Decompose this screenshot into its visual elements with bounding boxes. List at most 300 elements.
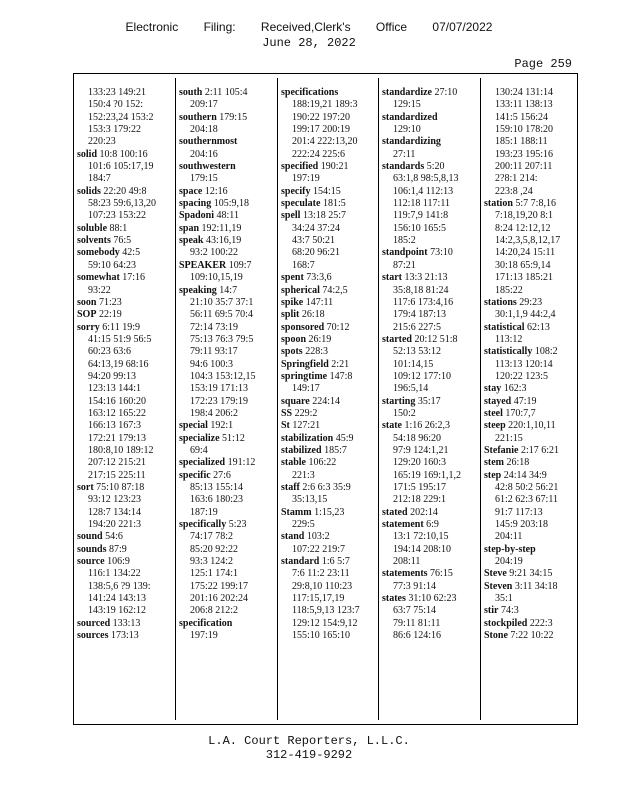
index-entry-continuation	[484, 186, 576, 198]
index-page-refs: 208:11	[393, 556, 421, 568]
index-entry-continuation	[281, 235, 377, 247]
index-page-refs: 220:1,10,11	[508, 420, 556, 432]
index-entry-continuation	[77, 173, 173, 185]
index-entry-continuation	[179, 556, 275, 568]
index-page-refs: 108:2	[534, 346, 558, 358]
index-entry	[281, 359, 377, 371]
index-page-refs: 6:9	[426, 519, 439, 531]
index-entry-continuation	[382, 210, 478, 222]
index-page-refs: 113:12	[495, 333, 523, 345]
index-entry-continuation	[484, 87, 576, 99]
index-term: sourced	[77, 617, 111, 629]
index-term: specific	[179, 469, 211, 481]
index-entry-continuation	[484, 309, 576, 321]
index-entry-continuation	[77, 161, 173, 173]
index-entry-continuation	[179, 593, 275, 605]
index-term: south	[179, 87, 203, 98]
index-term: standardizing	[382, 136, 441, 148]
index-entry	[77, 556, 173, 568]
index-entry-continuation	[77, 210, 173, 222]
index-page-refs: 143:19 162:12	[88, 605, 147, 617]
index-entry	[77, 309, 173, 321]
index-page-refs: 5:23	[228, 519, 247, 531]
index-page-refs: 58:23 59:6,13,20	[88, 198, 157, 210]
index-page-refs: 35:1	[495, 593, 513, 605]
index-page-refs: 5:20	[426, 161, 445, 173]
index-term: spots	[281, 346, 303, 358]
index-page-refs: 29:8,10 110:23	[292, 580, 353, 592]
index-term: sort	[77, 482, 94, 493]
index-page-refs: 204:16	[190, 148, 218, 160]
index-entry	[484, 445, 576, 457]
index-term: stayed	[484, 395, 512, 407]
index-page-refs: 201:4 222:13,20	[292, 136, 358, 148]
index-entry-continuation	[77, 581, 173, 593]
index-page-refs: 34:24 37:24	[292, 222, 341, 234]
index-entry-continuation	[484, 359, 576, 371]
index-entry-continuation	[484, 124, 576, 136]
index-page-refs: 12:16	[204, 185, 228, 197]
index-entry	[382, 161, 478, 173]
index-entry	[179, 186, 275, 198]
index-page-refs: 63:1,8 98:5,8,13	[393, 173, 459, 185]
index-page-refs: 61:2 62:3 67:11	[495, 494, 558, 506]
index-entry-continuation	[179, 383, 275, 395]
index-page-refs: 190:21	[320, 161, 349, 173]
index-page-refs: 117:6 173:4,16	[393, 296, 454, 308]
index-entry	[281, 334, 377, 346]
index-page-refs: 168:7	[292, 259, 315, 271]
index-page-refs: 107:22 219:7	[292, 543, 346, 555]
index-page-refs: 123:13 144:1	[88, 383, 142, 395]
index-page-refs: 103:2	[306, 531, 330, 543]
index-page-refs: 166:13 167:3	[88, 420, 142, 432]
index-page-refs: 202:14	[410, 506, 438, 518]
index-entry-continuation	[77, 507, 173, 519]
index-page-refs: 198:4 206:2	[190, 407, 239, 419]
index-page-refs: 54:18 96:20	[393, 432, 442, 444]
index-page-refs: 173:13	[110, 630, 139, 642]
filing-stamp-word: Filing:	[203, 20, 236, 34]
index-entry-continuation	[382, 581, 478, 593]
index-page-refs: 163:12 165:22	[88, 407, 147, 419]
index-entry-continuation	[77, 605, 173, 617]
index-page-refs: 215:6 227:5	[393, 321, 442, 333]
index-term: start	[382, 272, 402, 284]
index-entry	[382, 334, 478, 346]
index-term: spacing	[179, 198, 212, 210]
index-term: spike	[281, 296, 304, 308]
index-page-refs: 31:10 62:23	[408, 593, 457, 605]
index-entry	[281, 420, 377, 432]
index-entry-continuation	[484, 149, 576, 161]
index-page-refs: 185:2	[393, 235, 416, 247]
index-entry	[179, 210, 275, 222]
index-entry-continuation	[382, 556, 478, 568]
index-page-refs: 185:22	[495, 284, 523, 296]
index-page-refs: 106:9	[107, 556, 130, 568]
index-page-refs: 171:5 195:17	[393, 482, 447, 493]
index-entry-continuation	[77, 99, 173, 111]
index-entry-continuation	[281, 470, 377, 482]
index-page-refs: 185:7	[324, 444, 347, 456]
index-page-refs: 73:10	[430, 247, 453, 259]
index-entry-continuation	[382, 457, 478, 469]
index-page-refs: 2?8:1 214:	[495, 173, 538, 185]
index-column-3	[281, 87, 377, 718]
index-page-refs: 229:2	[294, 407, 318, 419]
index-entry-continuation	[382, 618, 478, 630]
index-entry	[77, 235, 173, 247]
index-entry	[179, 260, 275, 272]
index-entry-continuation	[281, 124, 377, 136]
index-page-refs: 199:17 200:19	[292, 124, 351, 136]
index-term: step	[484, 469, 502, 481]
index-term: specify	[281, 185, 311, 197]
index-page-refs: 14:2,3,5,8,12,17	[495, 235, 561, 247]
index-page-refs: 196:5,14	[393, 383, 429, 395]
index-entry-continuation	[382, 544, 478, 556]
index-page-refs: 35:13,15	[292, 494, 328, 506]
column-divider	[480, 78, 481, 720]
index-page-refs: 63:7 75:14	[393, 605, 437, 617]
index-page-refs: 224:14	[312, 395, 340, 407]
index-entry-continuation	[179, 408, 275, 420]
index-page-refs: 14:20,24 15:11	[495, 247, 556, 259]
index-page-refs: 17:16	[122, 272, 146, 284]
index-entry-continuation	[484, 285, 576, 297]
index-entry	[281, 198, 377, 210]
index-term: source	[77, 556, 105, 568]
index-entry	[77, 482, 173, 494]
index-entry-continuation	[281, 223, 377, 235]
index-entry	[382, 519, 478, 531]
reporter-phone: 312-419-9292	[265, 748, 353, 762]
filing-stamp-word: Electronic	[125, 20, 179, 34]
index-entry	[281, 408, 377, 420]
index-entry-continuation	[382, 383, 478, 395]
index-term: steep	[484, 420, 506, 432]
index-entry-continuation	[484, 112, 576, 124]
index-page-refs: 200:11 207:11	[495, 161, 553, 173]
index-entry-continuation	[382, 309, 478, 321]
index-entry-continuation	[77, 593, 173, 605]
index-page-refs: 113:13 120:14	[495, 358, 553, 370]
index-page-refs: 7:22 10:22	[510, 630, 554, 642]
index-entry-continuation	[281, 581, 377, 593]
index-entry-continuation	[281, 383, 377, 395]
index-entry-continuation	[281, 605, 377, 617]
index-page-refs: 76:5	[113, 235, 132, 247]
index-term: step-by-step	[484, 543, 536, 555]
index-term: specified	[281, 161, 319, 173]
index-page-refs: 223:8 ,24	[495, 185, 533, 197]
index-term: started	[382, 333, 412, 345]
index-page-refs: 201:16 202:24	[190, 593, 249, 605]
index-page-refs: 152:23,24 153:2	[88, 111, 154, 123]
index-page-refs: 27:6	[213, 469, 231, 481]
index-entry-continuation	[281, 494, 377, 506]
index-entry	[281, 285, 377, 297]
index-page-refs: 69:4	[190, 444, 208, 456]
index-term: speak	[179, 235, 204, 247]
index-page-refs: 77:3 91:14	[393, 580, 437, 592]
index-page-refs: 2:6 6:3 35:9	[302, 482, 351, 493]
index-entry	[281, 346, 377, 358]
index-page-refs: 85:20 92:22	[190, 543, 239, 555]
index-page-refs: 129:15	[393, 99, 421, 111]
index-entry-continuation	[281, 593, 377, 605]
index-page-refs: 117:15,17,19	[292, 593, 345, 605]
index-page-refs: 41:15 51:9 56:5	[88, 333, 152, 345]
index-entry-continuation	[179, 173, 275, 185]
index-entry-continuation	[484, 247, 576, 259]
index-entry-continuation	[77, 346, 173, 358]
index-entry-continuation	[382, 445, 478, 457]
index-entry	[77, 297, 173, 309]
index-term: stem	[484, 457, 504, 469]
column-divider	[175, 78, 176, 720]
index-term: space	[179, 185, 203, 197]
index-entry-continuation	[382, 470, 478, 482]
index-entry-continuation	[382, 235, 478, 247]
index-page-refs: 2:17 6:21	[520, 444, 560, 456]
index-entry	[281, 371, 377, 383]
index-entry	[382, 420, 478, 432]
index-entry-continuation	[77, 568, 173, 580]
index-term: SS	[281, 407, 293, 419]
index-entry-continuation	[382, 322, 478, 334]
index-page-refs: 85:13 155:14	[190, 482, 244, 493]
index-term: Stamm	[281, 506, 312, 518]
index-page-refs: 104:3 153:12,15	[190, 370, 256, 382]
index-term: southernmost	[179, 136, 238, 148]
index-entry-continuation	[77, 112, 173, 124]
index-column-5	[484, 87, 576, 718]
index-page-refs: 91:7 117:13	[495, 506, 543, 518]
index-page-refs: 153:3 179:22	[88, 124, 142, 136]
index-page-refs: 150:4 ?0 152:	[88, 99, 143, 111]
index-entry	[484, 568, 576, 580]
index-entry-continuation	[77, 396, 173, 408]
index-page-refs: 145:9 203:18	[495, 519, 549, 531]
index-entry	[281, 297, 377, 309]
index-term: specifications	[281, 87, 339, 98]
index-term: sounds	[77, 543, 107, 555]
index-entry	[484, 544, 576, 556]
index-term: states	[382, 593, 406, 605]
index-column-4	[382, 87, 478, 718]
index-page-refs: 197:19	[292, 173, 320, 185]
index-entry-continuation	[179, 544, 275, 556]
index-entry	[382, 112, 478, 124]
index-page-refs: 5:7 7:8,16	[515, 198, 556, 210]
index-term: spoon	[281, 333, 307, 345]
index-page-refs: 129:12 154:9,12	[292, 617, 358, 629]
index-page-refs: 165:19 169:1,1,2	[393, 469, 462, 481]
index-page-refs: 187:19	[190, 506, 218, 518]
index-entry-continuation	[179, 124, 275, 136]
index-page-refs: 206:8 212:2	[190, 605, 239, 617]
index-entry	[484, 581, 576, 593]
index-page-refs: 129:10	[393, 124, 421, 136]
index-page-refs: 170:7,7	[505, 407, 536, 419]
index-entry-continuation	[77, 383, 173, 395]
index-page-refs: 87:9	[108, 543, 127, 555]
index-page-refs: 26:18	[301, 309, 325, 321]
index-page-refs: 47:19	[513, 395, 537, 407]
index-entry-continuation	[484, 223, 576, 235]
index-page-refs: 24:14 34:9	[503, 469, 547, 481]
index-page-refs: 79:11 81:11	[393, 617, 441, 629]
index-entry-continuation	[281, 544, 377, 556]
index-page-refs: 125:1 174:1	[190, 568, 239, 580]
index-term: specialized	[179, 457, 226, 469]
index-entry-continuation	[77, 359, 173, 371]
index-term: stockpiled	[484, 617, 528, 629]
index-page-refs: 59:10 64:23	[88, 259, 137, 271]
index-page-refs: 13:3 21:13	[404, 272, 448, 284]
index-entry	[484, 457, 576, 469]
index-entry-continuation	[281, 618, 377, 630]
index-term: standard	[281, 556, 320, 568]
index-page-refs: 94:6 100:3	[190, 358, 234, 370]
index-page-refs: 51:12	[222, 432, 245, 444]
index-page-refs: 13:18 25:7	[302, 210, 347, 222]
index-page-refs: 181:5	[322, 198, 346, 210]
index-page-refs: 127:21	[292, 420, 321, 432]
index-entry	[281, 272, 377, 284]
index-page-refs: 133:13	[112, 617, 141, 629]
index-entry-continuation	[281, 247, 377, 259]
index-page-refs: 194:20 221:3	[88, 519, 142, 531]
index-term: stand	[281, 531, 305, 543]
index-entry-continuation	[382, 371, 478, 383]
index-entry-continuation	[77, 260, 173, 272]
index-entry-continuation	[281, 149, 377, 161]
index-page-refs: 147:8	[329, 370, 353, 382]
index-term: speaking	[179, 284, 217, 296]
index-term: standards	[382, 161, 425, 173]
index-entry-continuation	[77, 124, 173, 136]
index-entry-continuation	[77, 494, 173, 506]
index-term: speculate	[281, 198, 321, 210]
index-page-refs: 73:3,6	[306, 272, 332, 284]
index-page-refs: 179:15	[219, 111, 248, 123]
index-entry	[281, 457, 377, 469]
index-entry	[484, 420, 576, 432]
index-term: spent	[281, 272, 304, 284]
index-term: standardize	[382, 87, 432, 98]
index-term: Steve	[484, 568, 507, 580]
index-page-refs: 133:23 149:21	[88, 87, 147, 98]
index-entry	[179, 285, 275, 297]
index-page-refs: 62:13	[527, 321, 550, 333]
index-page-refs: 138:5,6 ?9 139:	[88, 580, 151, 592]
index-entry	[382, 87, 478, 99]
index-entry	[281, 396, 377, 408]
index-page-refs: 42:5	[122, 247, 141, 259]
index-entry-continuation	[77, 445, 173, 457]
index-page-refs: 29:23	[519, 296, 543, 308]
index-entry-continuation	[179, 322, 275, 334]
index-page-refs: 163:6 180:23	[190, 494, 244, 506]
index-entry-continuation	[77, 408, 173, 420]
index-entry-continuation	[77, 285, 173, 297]
index-entry-continuation	[382, 297, 478, 309]
index-entry-continuation	[179, 531, 275, 543]
index-term: standpoint	[382, 247, 428, 259]
index-page-refs: 120:22 123:5	[495, 370, 549, 382]
index-entry	[77, 223, 173, 235]
index-page-refs: 97:9 124:1,21	[393, 444, 449, 456]
index-page-refs: 179:15	[190, 173, 218, 185]
index-term: statements	[382, 568, 428, 580]
index-column-2	[179, 87, 275, 718]
index-entry-continuation	[382, 482, 478, 494]
index-term: southwestern	[179, 161, 236, 173]
index-entry-continuation	[382, 99, 478, 111]
index-page-refs: 27:10	[434, 87, 458, 98]
index-page-refs: 74:2,5	[322, 284, 348, 296]
index-entry-continuation	[179, 507, 275, 519]
index-entry	[179, 136, 275, 148]
index-term: specialize	[179, 432, 220, 444]
index-entry-continuation	[484, 507, 576, 519]
index-page-refs: 1:16 26:2,3	[404, 420, 451, 432]
index-page-refs: 10:8 100:16	[99, 148, 148, 160]
index-entry-continuation	[179, 445, 275, 457]
index-entry-continuation	[77, 420, 173, 432]
index-page-refs: 88:1	[109, 222, 128, 234]
index-page-refs: 101:14,15	[393, 358, 434, 370]
index-entry-continuation	[77, 136, 173, 148]
index-page-refs: 221:3	[292, 469, 315, 481]
index-entry	[179, 87, 275, 99]
index-term: sound	[77, 531, 103, 543]
index-entry	[179, 420, 275, 432]
index-page-refs: 9:21 34:15	[509, 568, 553, 580]
index-page-refs: 6:11 19:9	[102, 321, 140, 333]
index-page-refs: 212:18 229:1	[393, 494, 447, 506]
index-entry-continuation	[382, 124, 478, 136]
index-entry-continuation	[281, 173, 377, 185]
index-page-refs: 14:7	[219, 284, 238, 296]
index-entry-continuation	[484, 235, 576, 247]
index-page-refs: 222:3	[529, 617, 553, 629]
index-page-refs: 204:19	[495, 556, 523, 568]
index-entry	[281, 482, 377, 494]
index-page-refs: 54:6	[105, 531, 123, 543]
index-entry-continuation	[484, 161, 576, 173]
index-entry-continuation	[484, 136, 576, 148]
index-entry	[484, 470, 576, 482]
index-entry-continuation	[179, 346, 275, 358]
index-entry-continuation	[484, 334, 576, 346]
index-term: Steven	[484, 580, 513, 592]
index-entry	[77, 272, 173, 284]
index-entry	[77, 531, 173, 543]
index-page-refs: 43:7 50:21	[292, 235, 336, 247]
index-page-refs: 106:1,4 112:13	[393, 185, 454, 197]
index-term: soon	[77, 296, 97, 308]
index-entry	[484, 605, 576, 617]
index-page-refs: 207:12 215:21	[88, 457, 147, 469]
index-term: starting	[382, 395, 416, 407]
index-entry-continuation	[77, 457, 173, 469]
index-page-refs: 107:23 153:22	[88, 210, 147, 222]
index-page-refs: 180:8,10 189:12	[88, 444, 154, 456]
